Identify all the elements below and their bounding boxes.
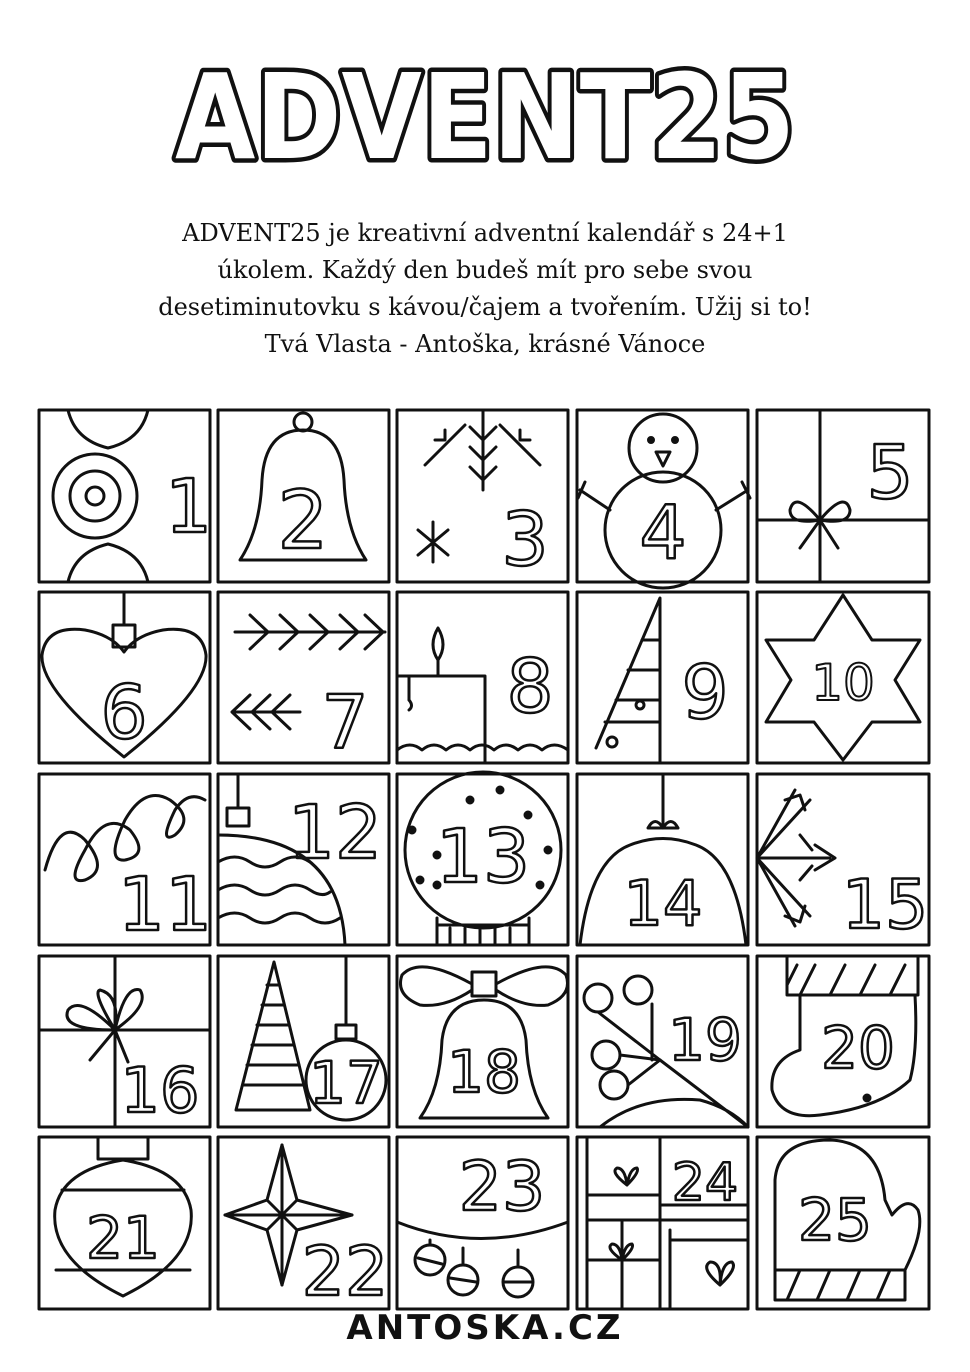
day-3-number: 3 [501,497,549,583]
footer-brand[interactable]: ANTOSKA.CZ [346,1308,624,1348]
day-16-number: 16 [120,1054,200,1127]
day-5-number: 5 [866,430,914,516]
day-17-number: 17 [309,1049,383,1117]
garland-icon [397,1222,568,1297]
day-17-box[interactable] [218,956,389,1127]
day-1-box[interactable] [39,410,212,582]
day-15-box[interactable] [757,774,929,945]
day-12-box[interactable] [218,774,389,945]
calendar-title-text: ADVENT25 [175,48,795,186]
day-24-box[interactable] [577,1137,748,1309]
candy-icon [53,454,137,538]
day-8-number: 8 [506,644,554,730]
day-19-box[interactable] [577,956,748,1127]
day-12-number: 12 [287,790,383,876]
day-4-box[interactable] [577,410,750,588]
snowflake-icon [757,790,835,926]
tree-icon [596,598,660,763]
day-3-box[interactable] [397,410,568,583]
day-21-number: 21 [86,1204,160,1272]
intro-line: úkolem. Každý den budeš mít pro sebe svou [217,256,753,284]
day-24-number: 24 [671,1153,739,1213]
day-10-number: 10 [811,654,875,712]
day-23-box[interactable] [397,1137,568,1309]
day-7-box[interactable] [218,592,389,766]
day-6-number: 6 [100,670,148,756]
day-5-box[interactable] [757,410,929,582]
day-20-box[interactable] [757,956,929,1127]
day-13-box[interactable] [397,772,568,945]
day-18-number: 18 [447,1038,521,1106]
day-7-number: 7 [321,680,369,766]
day-4-number: 4 [639,490,687,576]
day-21-box[interactable] [39,1137,210,1309]
day-23-number: 23 [458,1148,546,1227]
day-1-number: 1 [165,464,213,550]
day-10-box[interactable] [757,592,929,763]
day-9-number: 9 [681,650,729,736]
intro-line: desetiminutovku s kávou/čajem a tvořením. Užij si to! [158,293,812,321]
day-9-box[interactable] [577,592,748,763]
day-25-number: 25 [798,1186,872,1254]
day-11-box[interactable] [39,774,212,948]
intro-line: ADVENT25 je kreativní adventní kalendář s 24+1 [182,219,788,247]
day-2-box[interactable] [218,410,389,582]
intro-line: Tvá Vlasta - Antoška, krásné Vánoce [264,330,706,358]
day-11-number: 11 [117,862,213,948]
day-2-number: 2 [277,474,329,567]
day-14-number: 14 [623,867,703,940]
day-25-box[interactable] [757,1137,929,1309]
day-22-box[interactable] [218,1137,389,1312]
day-14-box[interactable] [577,774,748,945]
day-8-box[interactable] [397,592,568,763]
day-19-number: 19 [668,1006,742,1074]
day-22-number: 22 [301,1233,389,1312]
day-6-box[interactable] [39,592,210,763]
day-20-number: 20 [821,1014,895,1082]
day-15-number: 15 [841,866,929,945]
day-13-number: 13 [435,814,531,900]
day-18-box[interactable] [397,956,568,1127]
day-16-box[interactable] [39,956,210,1127]
